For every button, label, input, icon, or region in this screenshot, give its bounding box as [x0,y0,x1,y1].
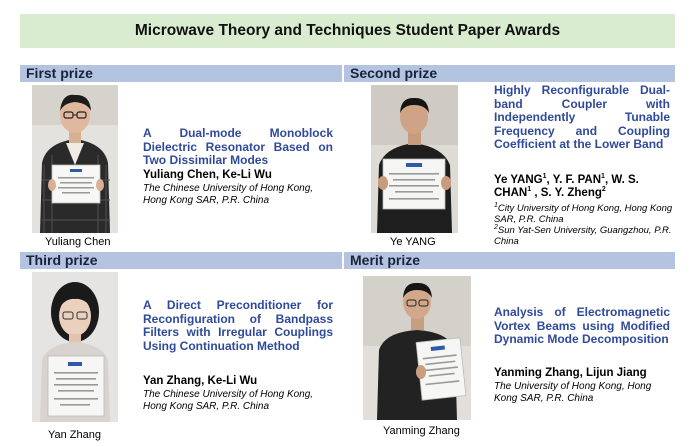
affiliation-line: Hong Kong SAR, P.R. China [143,401,270,412]
affiliation-line: The Chinese University of Hong Kong, [143,389,314,400]
second-prize-photo [371,85,458,233]
affiliation-marker: 1 [542,173,547,181]
merit-prize-authors: Yanming Zhang, Lijun Jiang [494,367,647,379]
first-prize-paper-title: A Dual-mode Monoblock Dielectric Resonator Based on Two Dissimilar Modes [143,126,333,167]
third-prize-authors: Yan Zhang, Ke-Li Wu [143,375,258,387]
author-name: Ye YANG [494,174,543,186]
second-prize-paper-title: Highly Reconfigurable Dual-band Coupler with Independently Tunable Frequency and Coupling Coefficient at the Lower Band [494,83,670,151]
first-prize-affiliation [143,183,313,207]
merit-prize-header: Merit prize [344,252,675,269]
affiliation-marker: 1 [494,201,498,209]
first-prize-photo [32,85,118,233]
third-prize-photo-caption: Yan Zhang [48,429,102,441]
affiliation-line [494,225,674,247]
first-prize-authors: Yuliang Chen, Ke-Li Wu [143,169,272,181]
affiliation-marker: 1 [601,173,605,181]
affiliation-marker: 2 [494,223,498,231]
second-prize-affiliation [494,203,674,247]
affiliation-line [494,203,674,225]
affiliation-marker: 1 [527,186,532,194]
merit-prize-photo [363,276,471,420]
page-title: Microwave Theory and Techniques Student Paper Awards [20,14,675,48]
affiliation-text: City University of Hong Kong, Hong Kong SAR, P.R. China [494,203,673,225]
merit-prize-photo-caption: Yanming Zhang [383,425,460,437]
second-prize-authors: Ye YANG$^1$, Y. F. PAN$^1$, W. S. CHAN$^1$ , S. Y. Zheng$^2$ [494,173,639,199]
third-prize-affiliation [143,389,313,413]
affiliation-line: The Chinese University of Hong Kong, [143,183,314,194]
merit-prize-affiliation [494,381,651,405]
second-prize-photo-caption: Ye YANG [390,236,436,248]
author-name: Y. F. PAN [552,174,602,186]
author-name: W. S. CHAN [494,174,639,199]
first-prize-header: First prize [20,65,342,82]
first-prize-photo-caption: Yuliang Chen [45,236,111,248]
third-prize-photo [32,272,118,422]
affiliation-marker: 2 [601,186,606,194]
affiliation-text: Sun Yat-Sen University, Guangzhou, P.R. China [494,225,672,247]
merit-prize-paper-title: Analysis of Electromagnetic Vortex Beams using Modified Dynamic Mode Decomposition [494,305,670,346]
affiliation-line: Hong Kong SAR, P.R. China [143,195,270,206]
third-prize-paper-title: A Direct Preconditioner for Reconfiguration of Bandpass Filters with Irregular Couplings Using Continuation Method [143,298,333,353]
affiliation-line: Kong SAR, P.R. China [494,393,594,404]
affiliation-line: The University of Hong Kong, Hong [494,381,652,392]
second-prize-header: Second prize [344,65,675,82]
author-name: S. Y. Zheng [540,187,602,199]
third-prize-header: Third prize [20,252,342,269]
